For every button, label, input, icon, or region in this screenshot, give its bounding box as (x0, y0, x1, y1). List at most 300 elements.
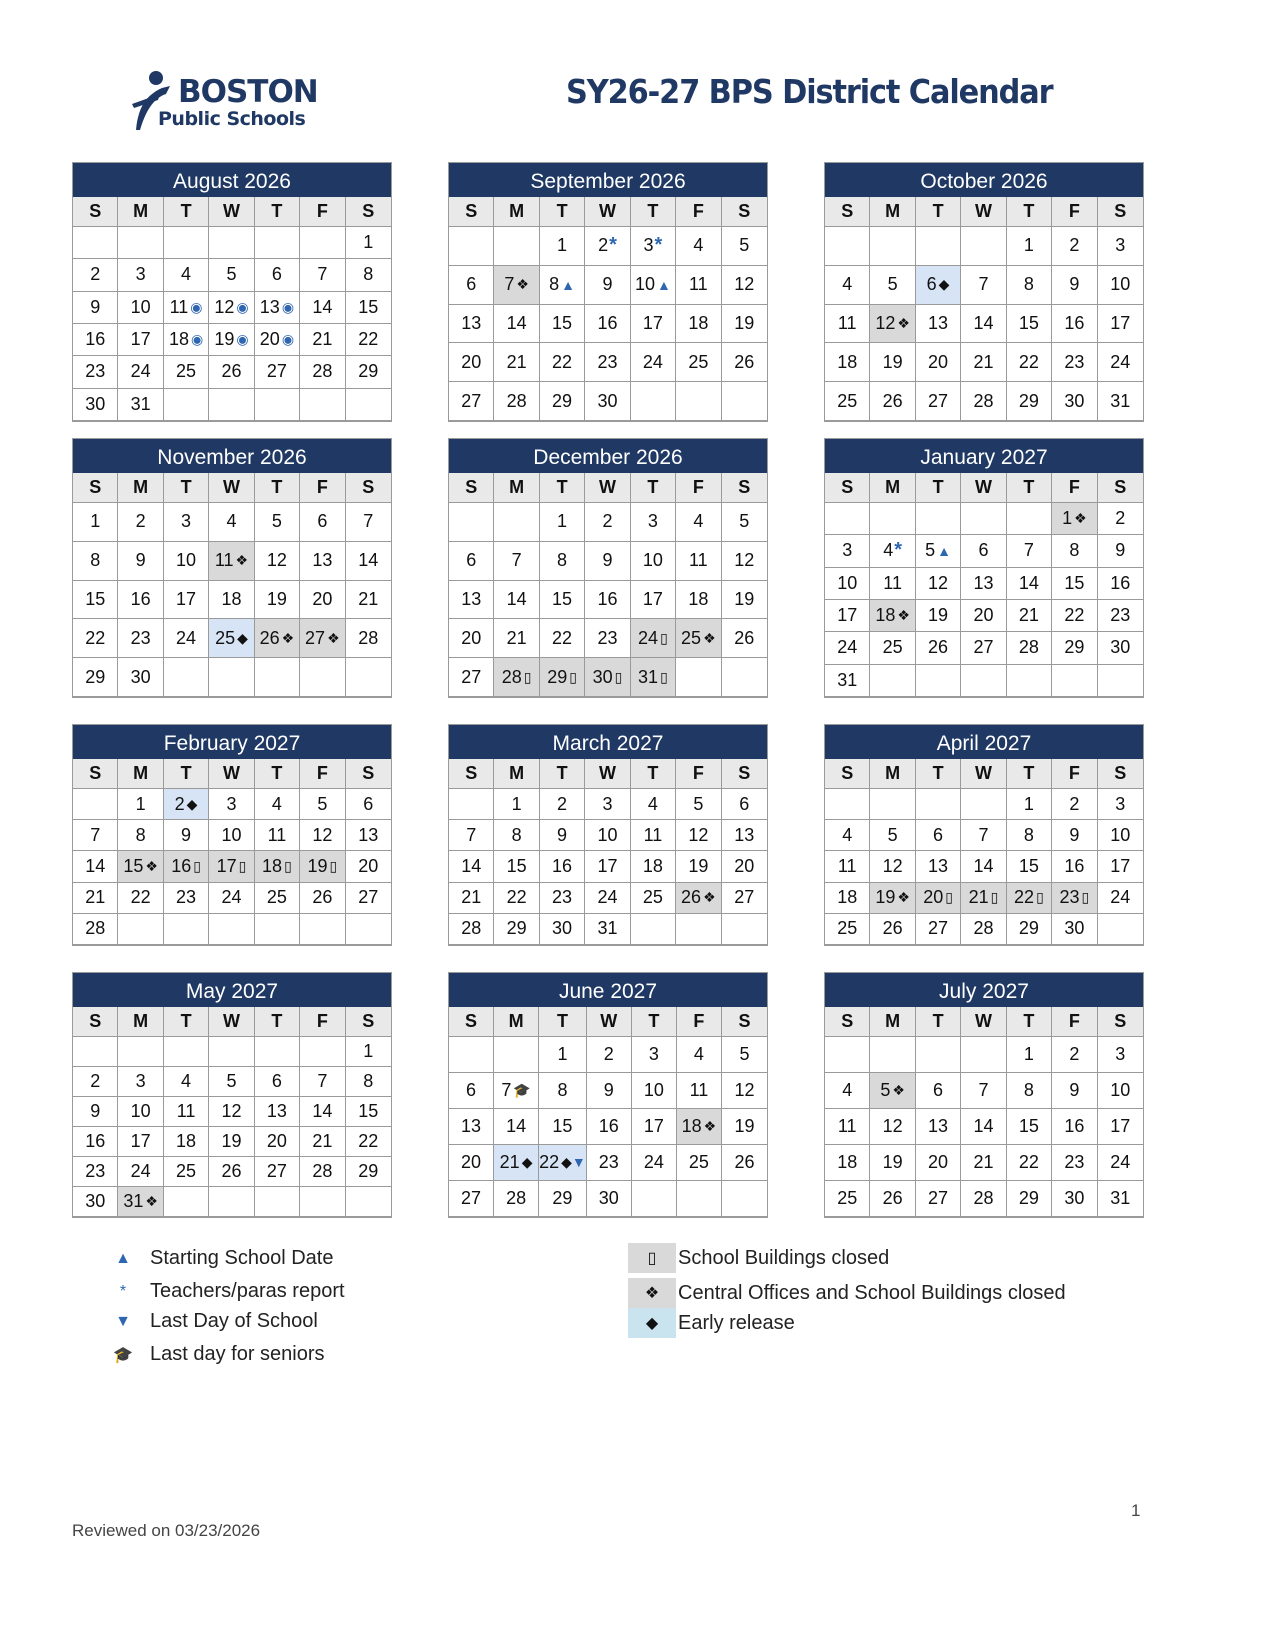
day-number: 15 (1018, 855, 1039, 876)
day-number: 2 (1115, 508, 1126, 529)
day-number: 19 (221, 1131, 242, 1151)
day-number: 30 (592, 666, 613, 687)
marker-icon: ◉ (281, 331, 295, 348)
day-cell (676, 343, 721, 382)
day-cell (164, 542, 209, 581)
day-number: 12 (734, 550, 755, 571)
month-day-grid (73, 759, 391, 945)
day-number: 26 (734, 1152, 755, 1172)
day-number: 5 (887, 274, 898, 295)
day-number: 21 (461, 887, 482, 908)
page-title: SY26-27 BPS District Calendar (566, 72, 1053, 111)
day-number: 31 (1110, 390, 1131, 411)
day-number: 25 (266, 887, 287, 908)
day-cell (961, 266, 1006, 305)
day-number: 29 (358, 1161, 379, 1181)
day-cell (870, 266, 915, 305)
weekday-header: M (870, 759, 915, 789)
day-number: 23 (1064, 1152, 1085, 1172)
empty-day-cell (961, 503, 1006, 535)
day-cell (1007, 600, 1052, 632)
month-day-grid (825, 1007, 1143, 1217)
central-closed-icon: ❖ (1074, 510, 1087, 527)
day-number: 23 (130, 627, 151, 648)
day-number: 5 (226, 1071, 237, 1091)
day-number: 29 (547, 666, 568, 687)
empty-day-cell (494, 1037, 539, 1073)
day-cell (346, 851, 391, 882)
day-number: 22 (1018, 1152, 1039, 1172)
day-number: 10 (837, 572, 858, 593)
day-number: 30 (597, 390, 618, 411)
day-number: 15 (552, 312, 573, 333)
day-number: 8 (363, 1071, 374, 1091)
day-cell (1098, 227, 1143, 266)
empty-day-cell (916, 1037, 961, 1073)
day-cell (209, 503, 254, 542)
day-number: 10 (597, 824, 618, 845)
day-number: 27 (461, 390, 482, 411)
day-number: 21 (312, 1131, 333, 1151)
empty-day-cell (164, 227, 209, 259)
day-number: 11 (837, 1116, 857, 1136)
weekday-header: W (961, 473, 1006, 503)
day-number: 25 (882, 637, 903, 658)
day-cell (825, 1181, 870, 1217)
day-number: 8 (549, 274, 560, 295)
day-cell (631, 789, 676, 820)
day-cell (209, 1157, 254, 1187)
day-cell (722, 619, 767, 658)
weekday-header: T (540, 473, 585, 503)
weekday-header: F (300, 197, 345, 227)
empty-day-cell (209, 658, 254, 697)
day-number: 10 (1110, 1080, 1131, 1100)
weekday-header: S (346, 473, 391, 503)
day-cell (1052, 305, 1097, 344)
month-calendar (72, 162, 392, 422)
day-cell (346, 1037, 391, 1067)
month-day-grid (449, 1007, 767, 1217)
building-closed-icon: ▯ (569, 668, 577, 685)
empty-day-cell (255, 914, 300, 945)
day-cell (1052, 343, 1097, 382)
day-number: 21 (312, 329, 333, 350)
day-number: 27 (266, 1161, 287, 1181)
day-cell (632, 1037, 677, 1073)
day-cell (73, 1067, 118, 1097)
day-number: 23 (597, 351, 618, 372)
day-cell (449, 266, 494, 305)
day-cell (300, 542, 345, 581)
day-number: 13 (734, 824, 755, 845)
weekday-header: T (164, 1007, 209, 1037)
empty-day-cell (255, 227, 300, 259)
day-number: 17 (130, 1131, 151, 1151)
day-number: 16 (1064, 312, 1085, 333)
day-cell (540, 266, 585, 305)
day-number: 17 (597, 855, 618, 876)
day-cell (961, 914, 1006, 945)
day-cell (1052, 1109, 1097, 1145)
day-cell (722, 503, 767, 542)
day-cell (346, 356, 391, 388)
day-number: 12 (875, 312, 896, 333)
day-number: 31 (597, 918, 618, 939)
day-cell (449, 820, 494, 851)
logo-line-1: BOSTON (178, 74, 318, 110)
day-cell (346, 789, 391, 820)
day-cell (722, 1037, 767, 1073)
day-cell (73, 1097, 118, 1127)
day-number: 21 (506, 627, 527, 648)
day-cell (1098, 883, 1143, 914)
empty-day-cell (449, 789, 494, 820)
day-cell (916, 1181, 961, 1217)
day-cell (870, 914, 915, 945)
day-cell (300, 820, 345, 851)
day-cell (118, 542, 163, 581)
day-cell (73, 1157, 118, 1187)
weekday-header: W (585, 473, 630, 503)
day-number: 29 (552, 1188, 573, 1208)
weekday-header: M (494, 1007, 539, 1037)
day-number: 29 (1018, 918, 1039, 939)
empty-day-cell (676, 382, 721, 421)
day-cell (449, 619, 494, 658)
day-cell (825, 883, 870, 914)
day-cell (540, 382, 585, 421)
day-number: 9 (90, 296, 101, 317)
weekday-header: S (1098, 759, 1143, 789)
empty-day-cell (825, 1037, 870, 1073)
day-number: 24 (176, 627, 197, 648)
empty-day-cell (631, 382, 676, 421)
day-number: 29 (358, 361, 379, 382)
day-number: 27 (734, 887, 755, 908)
day-number: 11 (267, 824, 287, 845)
day-cell (449, 542, 494, 581)
weekday-header: W (961, 197, 1006, 227)
empty-day-cell (961, 789, 1006, 820)
day-cell (118, 503, 163, 542)
month-calendar (448, 972, 768, 1218)
day-cell (676, 227, 721, 266)
day-number: 30 (130, 666, 151, 687)
day-number: 3 (648, 1044, 659, 1064)
day-cell (494, 1145, 539, 1181)
day-number: 19 (928, 605, 949, 626)
day-cell (916, 820, 961, 851)
day-number: 24 (1110, 351, 1131, 372)
empty-day-cell (449, 227, 494, 266)
empty-day-cell (209, 1187, 254, 1217)
triangle-up-icon: ▲ (937, 542, 951, 559)
day-number: 8 (511, 824, 522, 845)
day-number: 6 (978, 540, 989, 561)
empty-day-cell (255, 1037, 300, 1067)
day-cell (1007, 227, 1052, 266)
day-number: 28 (501, 666, 522, 687)
month-day-grid (449, 759, 767, 945)
day-number: 30 (85, 1191, 106, 1211)
month-day-grid (73, 197, 391, 421)
legend-item (628, 1243, 889, 1273)
central-closed-icon: ❖ (897, 889, 910, 906)
day-number: 11 (643, 824, 663, 845)
legend-item (628, 1278, 1066, 1308)
building-closed-icon: ▯ (193, 857, 201, 874)
day-number: 16 (85, 329, 106, 350)
empty-day-cell (300, 389, 345, 421)
day-number: 28 (85, 918, 106, 939)
empty-day-cell (300, 227, 345, 259)
day-cell (164, 1127, 209, 1157)
day-number: 5 (226, 264, 237, 285)
day-cell (916, 568, 961, 600)
day-cell (722, 883, 767, 914)
day-cell (916, 266, 961, 305)
weekday-header: S (346, 197, 391, 227)
day-number: 12 (882, 855, 903, 876)
day-cell (677, 1145, 722, 1181)
empty-day-cell (494, 503, 539, 542)
day-cell (73, 581, 118, 620)
day-number: 13 (928, 312, 949, 333)
weekday-header: T (1007, 759, 1052, 789)
day-cell (255, 1157, 300, 1187)
day-number: 14 (973, 312, 994, 333)
day-number: 7 (466, 824, 477, 845)
day-number: 31 (837, 669, 858, 690)
day-cell (1098, 632, 1143, 664)
building-closed-icon: ▯ (660, 629, 668, 646)
day-cell (631, 581, 676, 620)
empty-day-cell (118, 227, 163, 259)
day-cell (1098, 343, 1143, 382)
empty-day-cell (118, 914, 163, 945)
day-number: 28 (358, 627, 379, 648)
day-number: 5 (887, 824, 898, 845)
day-number: 1 (1023, 235, 1034, 256)
day-number: 26 (221, 1161, 242, 1181)
building-closed-icon: ▯ (614, 668, 623, 685)
asterisk-icon: * (609, 234, 617, 257)
legend-label: School Buildings closed (678, 1246, 890, 1269)
day-cell (1052, 789, 1097, 820)
day-number: 17 (642, 312, 663, 333)
day-number: 17 (643, 1116, 664, 1136)
day-cell (585, 305, 630, 344)
day-cell (540, 883, 585, 914)
day-number: 20 (461, 351, 482, 372)
weekday-header: F (300, 759, 345, 789)
marker-icon: ◉ (236, 298, 249, 315)
day-number: 26 (882, 1188, 903, 1208)
empty-day-cell (870, 1037, 915, 1073)
day-cell (209, 356, 254, 388)
day-number: 7 (317, 264, 328, 285)
weekday-header: T (916, 473, 961, 503)
month-title: June 2027 (449, 973, 767, 1007)
day-cell (585, 343, 630, 382)
day-number: 12 (882, 1116, 903, 1136)
empty-day-cell (164, 1037, 209, 1067)
day-cell (346, 581, 391, 620)
day-number: 28 (973, 390, 994, 411)
day-cell (300, 292, 345, 324)
day-number: 7 (504, 274, 515, 295)
day-number: 31 (638, 666, 659, 687)
building-closed-icon: ▯ (945, 889, 953, 906)
day-cell (632, 1109, 677, 1145)
empty-day-cell (73, 1037, 118, 1067)
day-cell (1098, 1145, 1143, 1181)
day-cell (825, 1073, 870, 1109)
day-cell (870, 632, 915, 664)
weekday-header: S (346, 1007, 391, 1037)
empty-day-cell (1098, 914, 1143, 945)
day-cell (449, 1181, 494, 1217)
day-number: 6 (926, 274, 937, 295)
day-cell (449, 382, 494, 421)
day-cell (540, 542, 585, 581)
day-cell (73, 324, 118, 356)
day-cell (449, 581, 494, 620)
day-number: 25 (642, 887, 663, 908)
day-number: 2 (603, 1044, 614, 1064)
day-number: 22 (539, 1152, 560, 1172)
day-number: 17 (216, 855, 237, 876)
empty-day-cell (449, 503, 494, 542)
day-cell (255, 619, 300, 658)
day-number: 21 (968, 887, 989, 908)
day-cell (1052, 632, 1097, 664)
day-number: 10 (1110, 824, 1131, 845)
day-number: 16 (598, 1116, 619, 1136)
legend-label: Central Offices and School Buildings closed (678, 1281, 1066, 1304)
day-cell (300, 324, 345, 356)
central-closed-icon: ❖ (892, 1082, 905, 1098)
day-number: 21 (85, 887, 106, 908)
weekday-header: W (209, 473, 254, 503)
early-release-icon: ◆ (186, 795, 198, 812)
day-number: 31 (123, 1191, 144, 1211)
day-cell (255, 259, 300, 291)
day-number: 28 (973, 918, 994, 939)
month-title: September 2026 (449, 163, 767, 197)
day-number: 20 (266, 1131, 287, 1151)
day-number: 18 (688, 312, 709, 333)
day-number: 16 (1064, 1116, 1085, 1136)
weekday-header: W (587, 1007, 632, 1037)
day-cell (449, 658, 494, 697)
weekday-header: M (870, 197, 915, 227)
day-number: 24 (1110, 887, 1131, 908)
day-number: 27 (928, 390, 949, 411)
day-number: 27 (461, 666, 482, 687)
day-cell (449, 343, 494, 382)
day-cell (209, 1127, 254, 1157)
day-cell (961, 632, 1006, 664)
empty-day-cell (722, 658, 767, 697)
day-number: 8 (363, 264, 374, 285)
day-cell (916, 600, 961, 632)
day-number: 18 (837, 351, 858, 372)
day-number: 26 (221, 361, 242, 382)
day-cell (916, 382, 961, 421)
day-cell (255, 789, 300, 820)
day-number: 6 (363, 793, 374, 814)
month-title: February 2027 (73, 725, 391, 759)
day-cell (209, 883, 254, 914)
day-cell (916, 1073, 961, 1109)
day-cell (209, 1067, 254, 1097)
day-cell (870, 851, 915, 882)
day-cell (870, 1145, 915, 1181)
day-number: 11 (689, 274, 708, 295)
day-number: 19 (688, 855, 709, 876)
legend-label: Last Day of School (150, 1310, 318, 1332)
day-cell (916, 1109, 961, 1145)
day-cell (300, 503, 345, 542)
weekday-header: T (164, 759, 209, 789)
day-number: 19 (882, 1152, 903, 1172)
day-cell (587, 1109, 632, 1145)
day-cell (1007, 1037, 1052, 1073)
day-number: 8 (1023, 1080, 1034, 1100)
day-number: 3 (643, 235, 654, 256)
day-cell (722, 820, 767, 851)
central-closed-icon: ❖ (628, 1278, 676, 1308)
day-cell (1098, 851, 1143, 882)
day-number: 21 (506, 351, 527, 372)
day-cell (300, 851, 345, 882)
day-cell (961, 305, 1006, 344)
day-cell (118, 1157, 163, 1187)
day-number: 11 (176, 1101, 196, 1121)
day-cell (300, 356, 345, 388)
weekday-header: T (631, 759, 676, 789)
weekday-header: T (1007, 473, 1052, 503)
day-cell (164, 356, 209, 388)
day-cell (540, 227, 585, 266)
day-cell (631, 266, 676, 305)
day-cell (961, 1181, 1006, 1217)
day-number: 1 (557, 511, 568, 532)
day-cell (916, 305, 961, 344)
day-number: 20 (312, 588, 333, 609)
day-number: 12 (214, 296, 235, 317)
day-number: 4 (226, 511, 237, 532)
day-number: 27 (358, 887, 379, 908)
weekday-header: S (449, 197, 494, 227)
day-cell (632, 1073, 677, 1109)
day-number: 8 (90, 550, 101, 571)
weekday-header: T (916, 197, 961, 227)
day-cell (585, 658, 630, 697)
day-cell (255, 1127, 300, 1157)
day-number: 3 (647, 511, 658, 532)
page-number: 1 (1131, 1501, 1141, 1520)
weekday-header: F (1052, 197, 1097, 227)
day-cell (118, 389, 163, 421)
legend-item (628, 1308, 795, 1338)
day-number: 22 (1018, 351, 1039, 372)
day-cell (539, 1037, 587, 1073)
weekday-header: W (585, 759, 630, 789)
day-cell (870, 305, 915, 344)
